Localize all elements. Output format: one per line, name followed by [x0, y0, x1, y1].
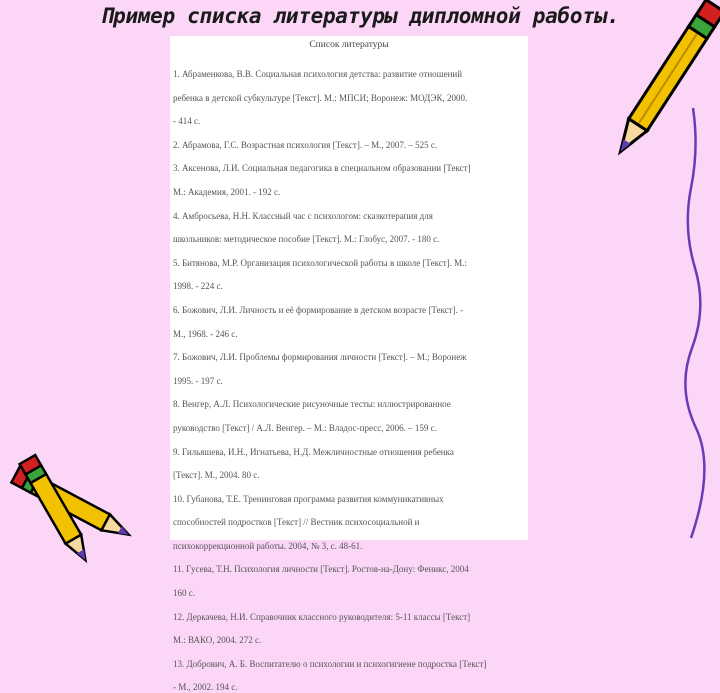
- bibliography-line: 12. Деркачева, Н.И. Справочник классного руководителя: 5-11 классы [Текст]: [173, 611, 471, 622]
- bibliography-line: 13. Добрович, А. Б. Воспитателю о психологии и психогигиене подростка [Текст]: [173, 658, 487, 669]
- bibliography-line: 1998. - 224 с.: [173, 281, 223, 292]
- pencils-icon-left: [0, 430, 140, 540]
- bibliography-line: 10. Губанова, Т.Е. Тренинговая программа развития коммуникативных: [173, 493, 444, 504]
- bibliography-line: способностей подростков [Текст] // Вестник психосоциальной и: [173, 517, 420, 528]
- bibliography-line: психокоррекционной работы. 2004, № 3, с. 48-61.: [173, 540, 363, 551]
- bibliography-line: 9. Гильяшева, И.Н., Игнатьева, Н.Д. Межличностные отношения ребенка: [173, 446, 454, 457]
- bibliography-line: 6. Божович, Л.И. Личность и её формирование в детском возрасте [Текст]. -: [173, 304, 464, 315]
- document-heading: Список литературы: [309, 40, 389, 50]
- bibliography-line: 5. Битянова, М.Р. Организация психологической работы в школе [Текст]. М.:: [173, 257, 467, 268]
- bibliography-line: 1995. - 197 с.: [173, 375, 223, 386]
- bibliography-list: [173, 69, 524, 693]
- bibliography-line: 3. Аксенова, Л.И. Социальная педагогика в специальном образовании [Текст]: [173, 163, 471, 174]
- bibliography-line: М.: ВАКО, 2004. 272 с.: [173, 635, 262, 646]
- bibliography-line: 11. Гусева, Т.Н. Психология личности [Текст]. Ростов-на-Дону: Феникс, 2004: [173, 564, 469, 575]
- decorative-wavy-line: [683, 108, 703, 538]
- bibliography-line: 1. Абраменкова, В.В. Социальная психология детства: развитие отношений: [173, 69, 463, 79]
- slide-title: Пример списка литературы дипломной работы.: [100, 4, 620, 28]
- bibliography-line: 7. Божович, Л.И. Проблемы формирования личности [Текст]. – М.; Воронеж: [173, 352, 467, 363]
- bibliography-line: руководство [Текст] / А.Л. Венгер. – М.: Владос-пресс, 2006. – 159 с.: [173, 422, 437, 433]
- bibliography-line: 160 с.: [173, 588, 195, 599]
- bibliography-line: 8. Венгер, А.Л. Психологические рисуночные тесты: иллюстрированное: [173, 399, 451, 410]
- bibliography-line: школьников: методическое пособие [Текст]. М.: Глобус, 2007. - 180 с.: [173, 234, 440, 245]
- bibliography-line: - М., 2002. 194 с.: [173, 682, 238, 693]
- bibliography-line: 4. Амбросьева, Н.Н. Классный час с психологом: сказкотерапия для: [173, 210, 433, 221]
- bibliography-line: М., 1968. - 246 с.: [173, 328, 238, 339]
- bibliography-line: 2. Абрамова, Г.С. Возрастная психология [Текст]. – М., 2007. – 525 с.: [173, 139, 438, 150]
- document-page: [170, 36, 528, 693]
- bibliography-line: М.: Академия, 2001. - 192 с.: [173, 186, 281, 197]
- bibliography-line: [Текст]. М., 2004. 80 с.: [173, 470, 260, 481]
- bibliography-line: - 414 с.: [173, 116, 201, 127]
- pencil-icon-right: [612, 0, 720, 175]
- bibliography-line: ребенка в детской субкультуре [Текст]. М.: МПСИ; Воронеж: МОДЭК, 2000.: [173, 92, 468, 103]
